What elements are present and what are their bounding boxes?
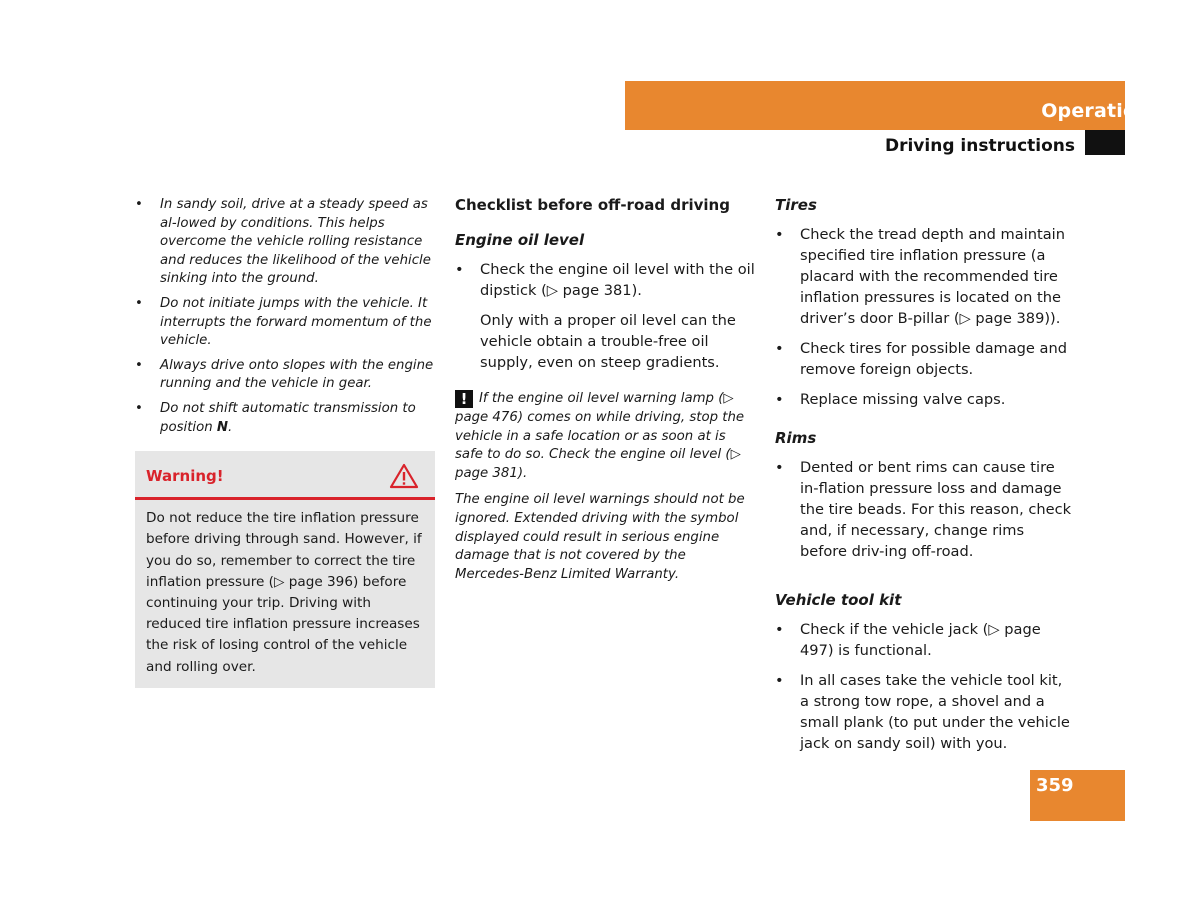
list-item: • Check tires for possible damage and remove foreign objects. bbox=[775, 338, 1075, 380]
right-column bbox=[775, 196, 1075, 763]
warning-text: Do not reduce the tire inflation pressure before driving through sand. However, if you do so, remember to correct the tire inflation pressure (▷ page 396) before continuing your trip. Driving with reduced tire inflation pressure increases the risk of losing control of the vehicle and rolling over. bbox=[146, 510, 422, 675]
toolkit-list bbox=[775, 619, 1075, 754]
gear-position: N bbox=[216, 419, 229, 435]
oil-warning-note bbox=[455, 390, 755, 484]
list-item: • Always drive onto slopes with the engine running and the vehicle in gear. bbox=[135, 357, 435, 394]
page-number: 359 bbox=[1036, 775, 1074, 796]
subsection-title: Driving instructions bbox=[884, 136, 1075, 156]
engine-oil-list bbox=[455, 259, 755, 373]
warning-title: Warning! bbox=[146, 467, 224, 486]
sand-driving-list bbox=[135, 196, 435, 437]
list-item-followup: Only with a proper oil level can the vehicle obtain a trouble-free oil supply, even on steep gradients. bbox=[480, 312, 736, 371]
list-item: • Check if the vehicle jack (▷ page 497) is functional. bbox=[775, 619, 1075, 661]
tires-heading: Tires bbox=[775, 196, 817, 214]
list-item-text: Do not shift automatic transmission to position bbox=[160, 400, 416, 435]
oil-warranty-note: The engine oil level warnings should not be ignored. Extended driving with the symbol displayed could result in serious engine damage that is not covered by the Mercedes-Benz Limited Warranty. bbox=[455, 491, 745, 583]
warning-box bbox=[135, 451, 435, 688]
list-item bbox=[455, 259, 755, 373]
note-text: If the engine oil level warning lamp (▷ page 476) comes on while driving, stop the vehicle in a safe location or as soon at is safe to do so. Check the engine oil level (▷ page 381). bbox=[455, 391, 745, 482]
tires-list bbox=[775, 224, 1075, 410]
list-item: • Dented or bent rims can cause tire in-flation pressure loss and damage the tire beads. For this reason, check and, if necessary, change rims before driv-ing off-road. bbox=[775, 457, 1075, 562]
header-marker-block bbox=[1085, 130, 1125, 155]
list-item: • Replace missing valve caps. bbox=[775, 389, 1075, 410]
left-column bbox=[135, 196, 435, 688]
list-item: • Check the tread depth and maintain specified tire inflation pressure (a placard with the recommended tire inflation pressures is located on the driver’s door B-pillar (▷ page 389)). bbox=[775, 224, 1075, 329]
middle-column bbox=[455, 196, 755, 592]
rims-list bbox=[775, 457, 1075, 562]
section-title: Operation bbox=[1041, 100, 1150, 122]
warning-header bbox=[135, 451, 435, 500]
exclamation-icon: ! bbox=[455, 390, 473, 408]
list-item-text: • Check the engine oil level with the oil dipstick (▷ page 381). bbox=[480, 261, 755, 299]
list-item-end: . bbox=[228, 419, 233, 435]
warning-triangle-icon bbox=[389, 463, 419, 489]
rims-heading: Rims bbox=[775, 429, 817, 447]
list-item: • In sandy soil, drive at a steady speed as al-lowed by conditions. This helps overcome the vehicle rolling resistance and reduces the likelihood of the vehicle sinking into the ground. bbox=[135, 196, 435, 289]
checklist-heading: Checklist before off-road driving bbox=[455, 196, 730, 214]
engine-oil-heading: Engine oil level bbox=[455, 231, 585, 249]
list-item: • Do not initiate jumps with the vehicle. It interrupts the forward momentum of the vehicle. bbox=[135, 295, 435, 351]
list-item: • In all cases take the vehicle tool kit, a strong tow rope, a shovel and a small plank (to put under the vehicle jack on sandy soil) with you. bbox=[775, 670, 1075, 754]
list-item bbox=[135, 400, 435, 437]
toolkit-heading: Vehicle tool kit bbox=[775, 591, 902, 609]
